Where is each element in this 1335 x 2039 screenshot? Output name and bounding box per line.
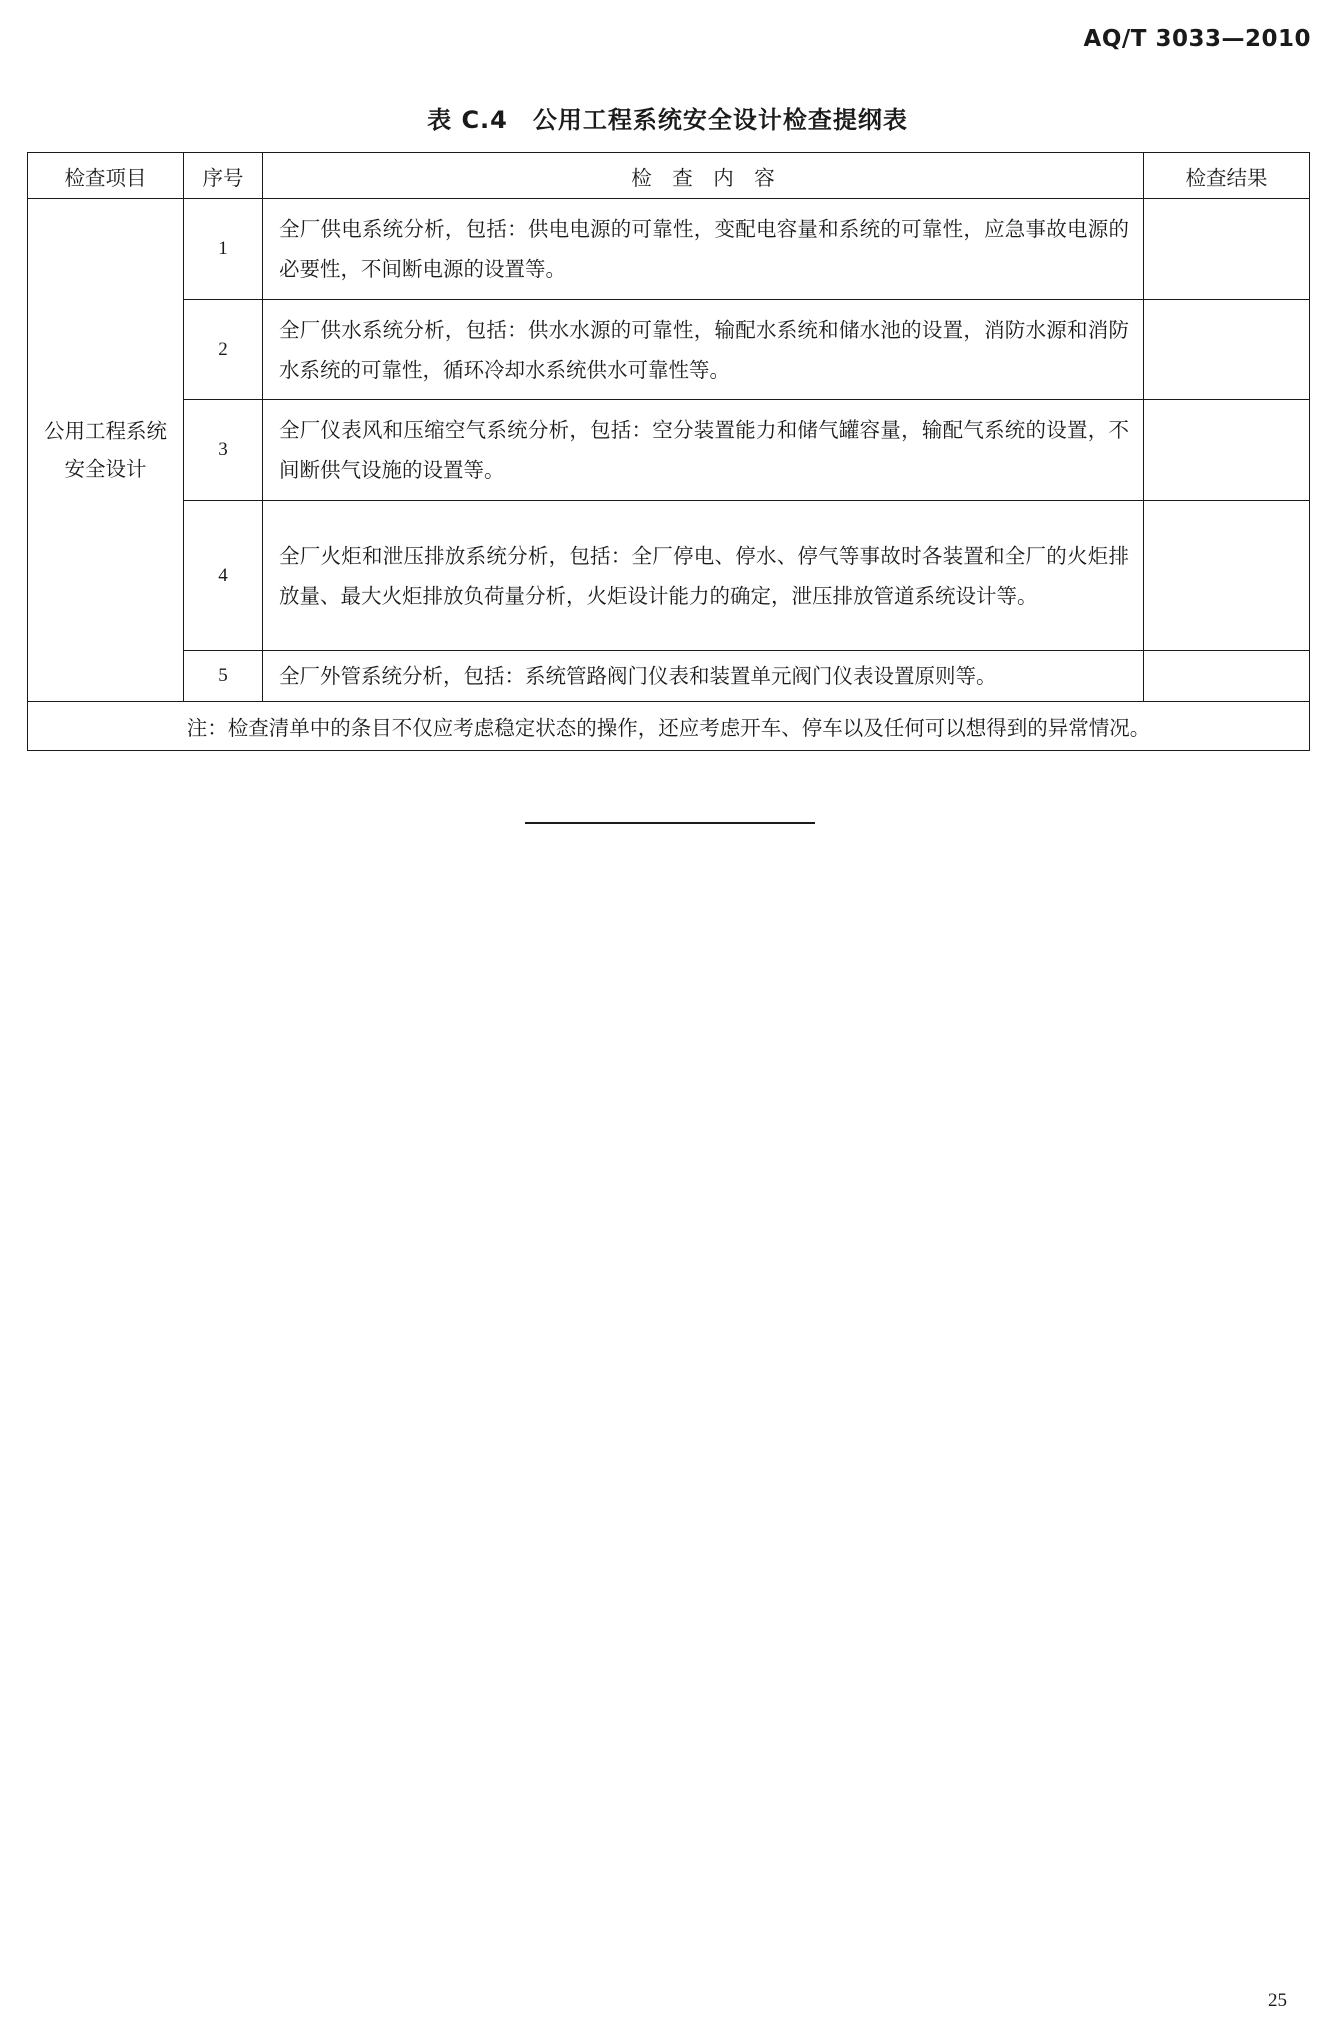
row-result bbox=[1144, 651, 1310, 702]
row-content: 全厂火炬和泄压排放系统分析，包括：全厂停电、停水、停气等事故时各装置和全厂的火炬排放量、最大火炬排放负荷量分析，火炬设计能力的确定，泄压排放管道系统设计等。 bbox=[263, 501, 1144, 651]
page-number: 25 bbox=[1268, 1990, 1287, 2011]
standard-code: AQ/T 3033—2010 bbox=[1083, 26, 1311, 52]
row-result bbox=[1144, 300, 1310, 400]
row-result bbox=[1144, 501, 1310, 651]
table-row bbox=[28, 400, 1310, 501]
table-row bbox=[28, 501, 1310, 651]
table-row bbox=[28, 300, 1310, 400]
end-of-document-rule bbox=[525, 822, 815, 824]
table-note: 注：检查清单中的条目不仅应考虑稳定状态的操作，还应考虑开车、停车以及任何可以想得到的异常情况。 bbox=[28, 702, 1310, 751]
column-header-content: 检 查 内 容 bbox=[263, 153, 1144, 199]
row-content: 全厂供电系统分析，包括：供电电源的可靠性，变配电容量和系统的可靠性，应急事故电源的必要性，不间断电源的设置等。 bbox=[263, 199, 1144, 300]
row-number: 3 bbox=[184, 400, 263, 501]
row-content: 全厂外管系统分析，包括：系统管路阀门仪表和装置单元阀门仪表设置原则等。 bbox=[263, 651, 1144, 702]
column-header-item: 检查项目 bbox=[28, 153, 184, 199]
table-header-row bbox=[28, 153, 1310, 199]
row-number: 4 bbox=[184, 501, 263, 651]
row-number: 2 bbox=[184, 300, 263, 400]
row-content: 全厂仪表风和压缩空气系统分析，包括：空分装置能力和储气罐容量，输配气系统的设置，不间断供气设施的设置等。 bbox=[263, 400, 1144, 501]
row-content: 全厂供水系统分析，包括：供水水源的可靠性，输配水系统和储水池的设置，消防水源和消防水系统的可靠性，循环冷却水系统供水可靠性等。 bbox=[263, 300, 1144, 400]
row-number: 5 bbox=[184, 651, 263, 702]
row-result bbox=[1144, 199, 1310, 300]
column-header-result: 检查结果 bbox=[1144, 153, 1310, 199]
table-row bbox=[28, 651, 1310, 702]
table-title: 表 C.4 公用工程系统安全设计检查提纲表 bbox=[427, 106, 908, 134]
table-row bbox=[28, 199, 1310, 300]
column-header-no: 序号 bbox=[184, 153, 263, 199]
checklist-table bbox=[27, 152, 1310, 751]
row-number: 1 bbox=[184, 199, 263, 300]
row-result bbox=[1144, 400, 1310, 501]
group-label: 公用工程系统安全设计 bbox=[28, 199, 184, 702]
note-row bbox=[28, 702, 1310, 751]
